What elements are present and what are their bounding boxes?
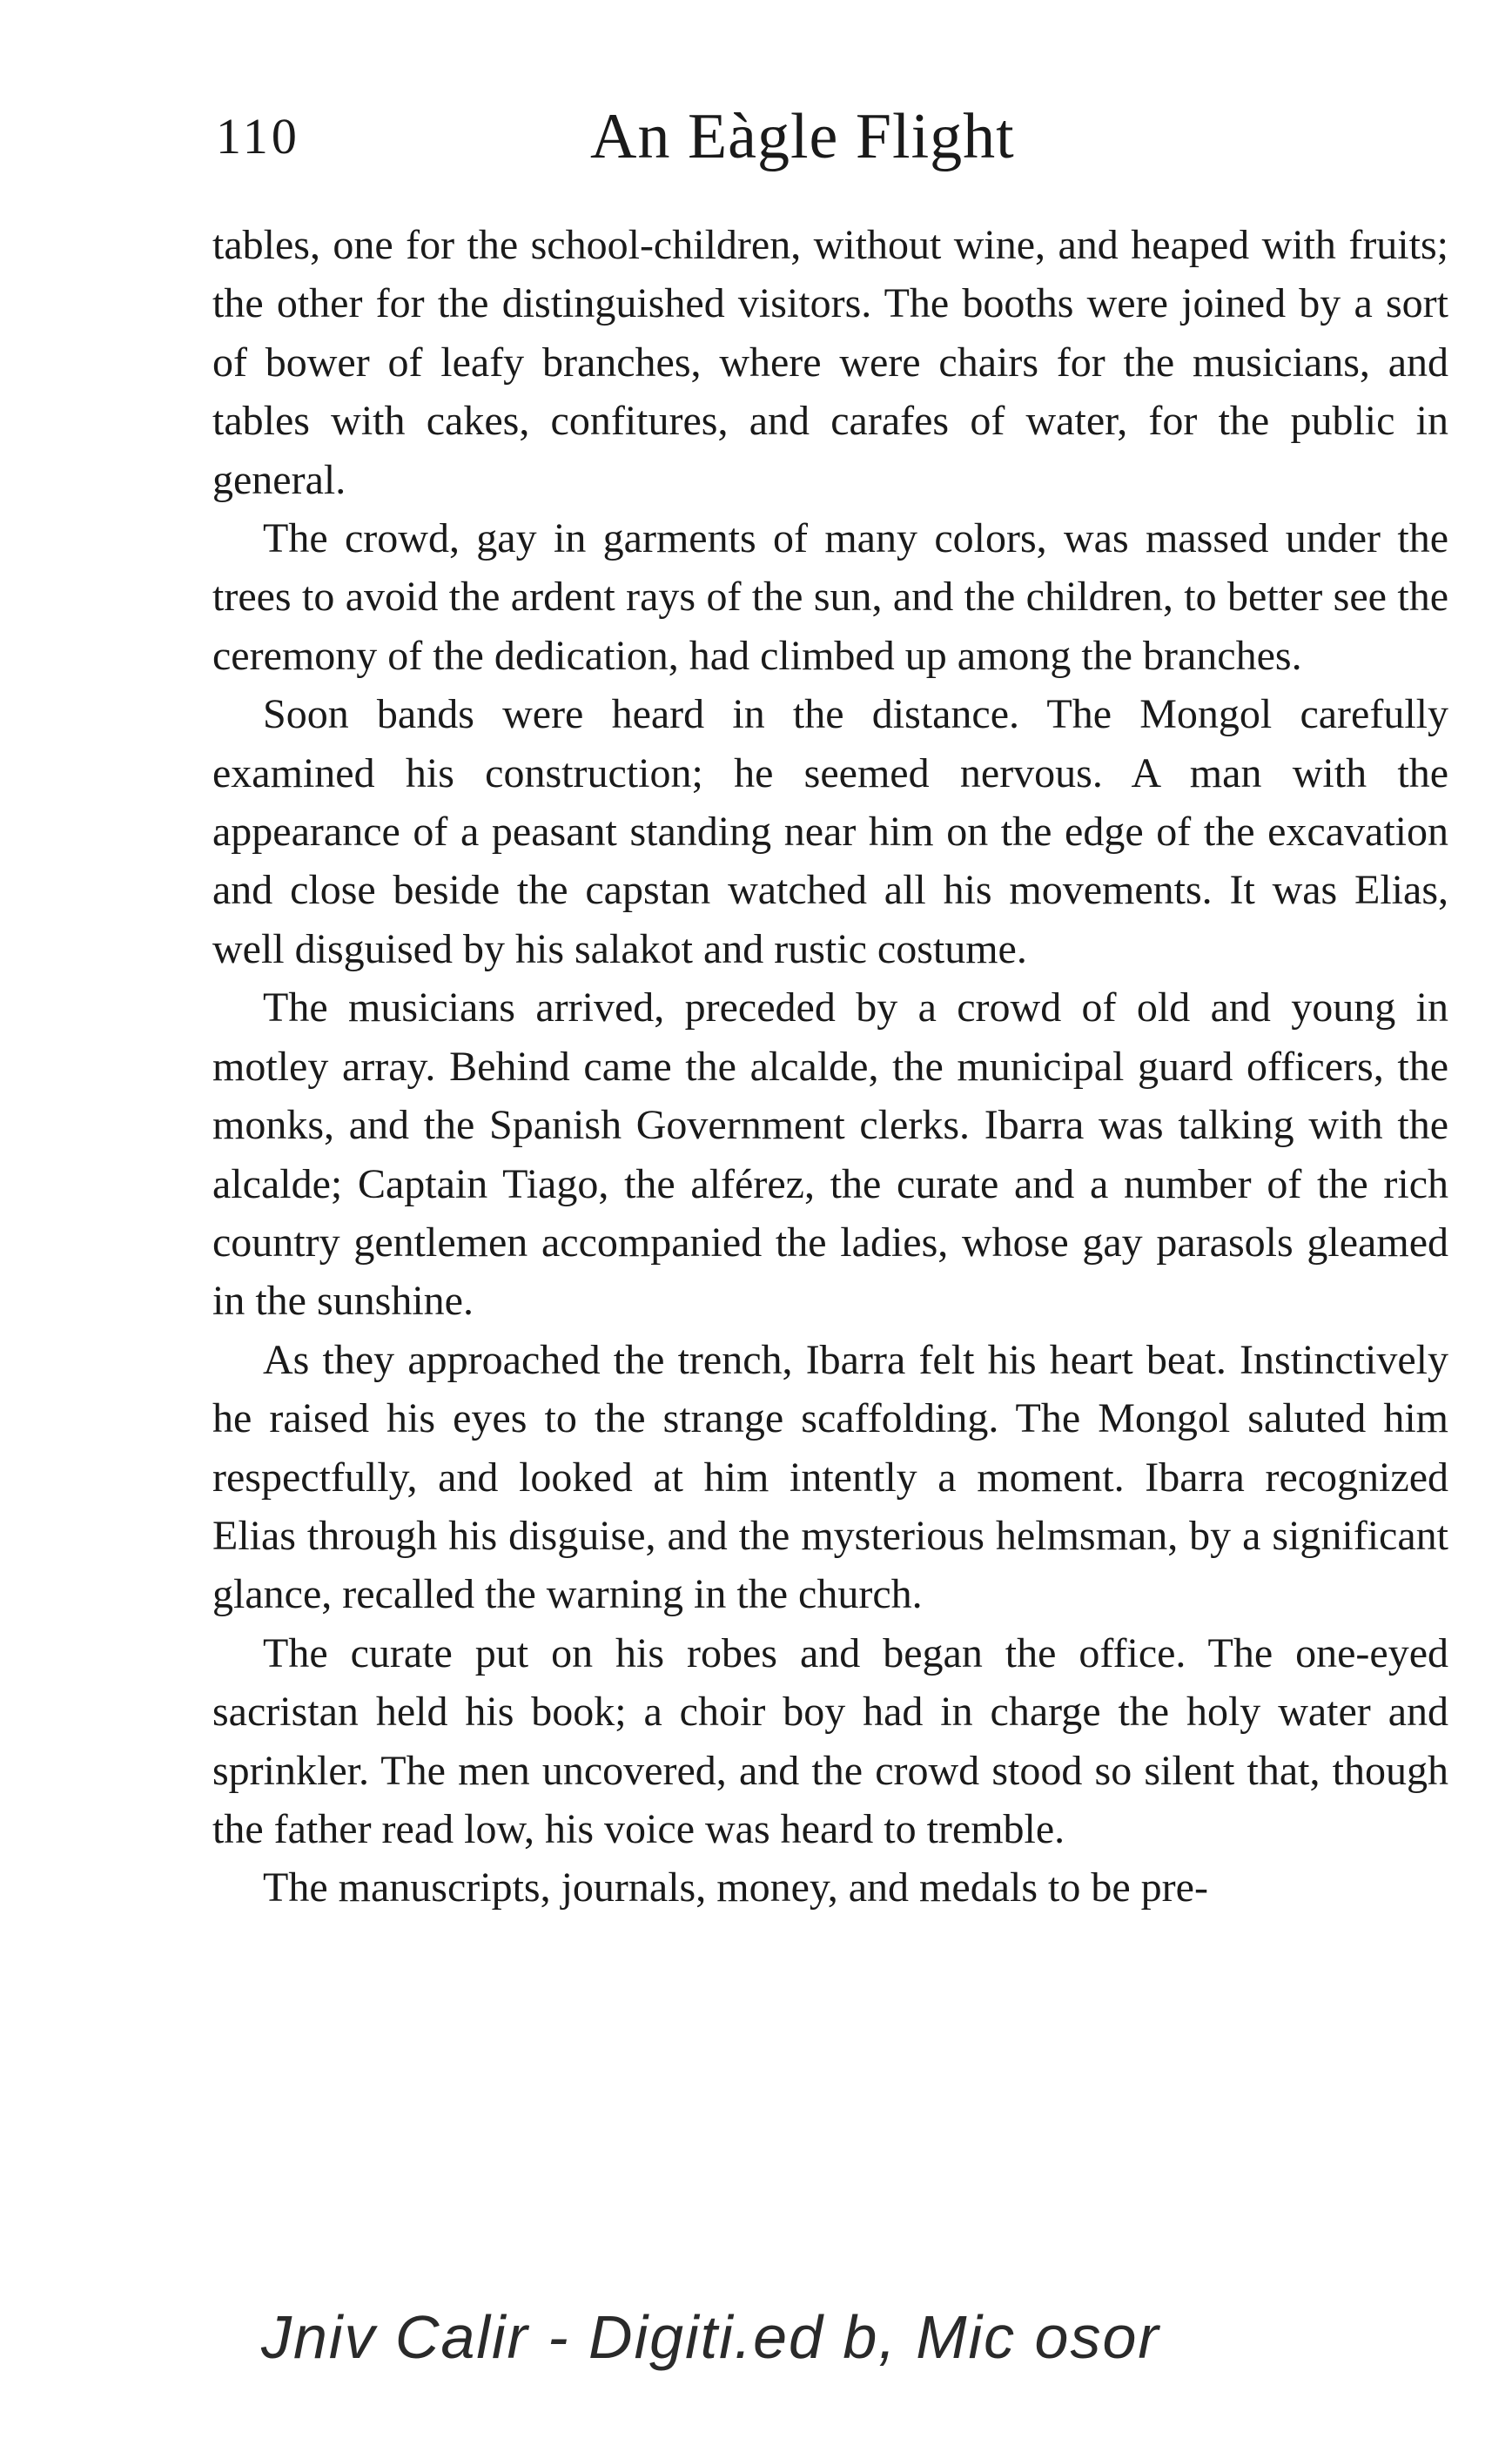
paragraph-5: As they approached the trench, Ibarra felt his heart beat. Instinctively he raised his eyes to the strange scaffolding. The Mongol saluted him respectfully, and looked at him intently a moment. Ibarra recognized Elias through his disguise, and the mysterious helmsman, by a significant glance, recalled the warning in the church. (212, 1336, 1448, 1618)
page-number: 110 (216, 108, 300, 165)
paragraph-3: Soon bands were heard in the distance. The Mongol carefully examined his construction; he seemed nervous. A man with the appearance of a peasant standing near him on the edge of the excavation and close beside the capstan watched all his movements. It was Elias, well disguised by his salakot and rustic costume. (212, 691, 1448, 972)
running-head (216, 97, 1452, 176)
paragraph-2: The crowd, gay in garments of many colors, was massed under the trees to avoid the ardent rays of the sun, and the children, to better see the ceremony of the dedication, had climbed up among the branches. (212, 515, 1448, 679)
paragraph-4: The musicians arrived, preceded by a crowd of old and young in motley array. Behind came the alcalde, the municipal guard officers, the monks, and the Spanish Government clerks. Ibarra was talking with the alcalde; Captain Tiago, the alférez, the curate and a number of the rich country gentlemen accompanied the ladies, whose gay parasols gleamed in the sunshine. (212, 984, 1448, 1325)
body-text (212, 216, 1448, 1918)
digitization-watermark: Jniv Calir - Digiti.ed b, Mic osor (261, 2303, 1160, 2371)
paragraph-1: tables, one for the school-children, without wine, and heaped with fruits; the other for the distinguished visitors. The booths were joined by a sort of bower of leafy branches, where were chairs for the musicians, and tables with cakes, confitures, and carafes of water, for the public in general. (212, 222, 1448, 503)
running-title: An Eàgle Flight (590, 101, 1015, 172)
paragraph-6: The curate put on his robes and began the office. The one-eyed sacristan held his book; a choir boy had in charge the holy water and sprinkler. The men uncovered, and the crowd stood so silent that, though the father read low, his voice was heard to tremble. (212, 1629, 1448, 1852)
paragraph-7: The manuscripts, journals, money, and medals to be pre- (263, 1864, 1208, 1911)
